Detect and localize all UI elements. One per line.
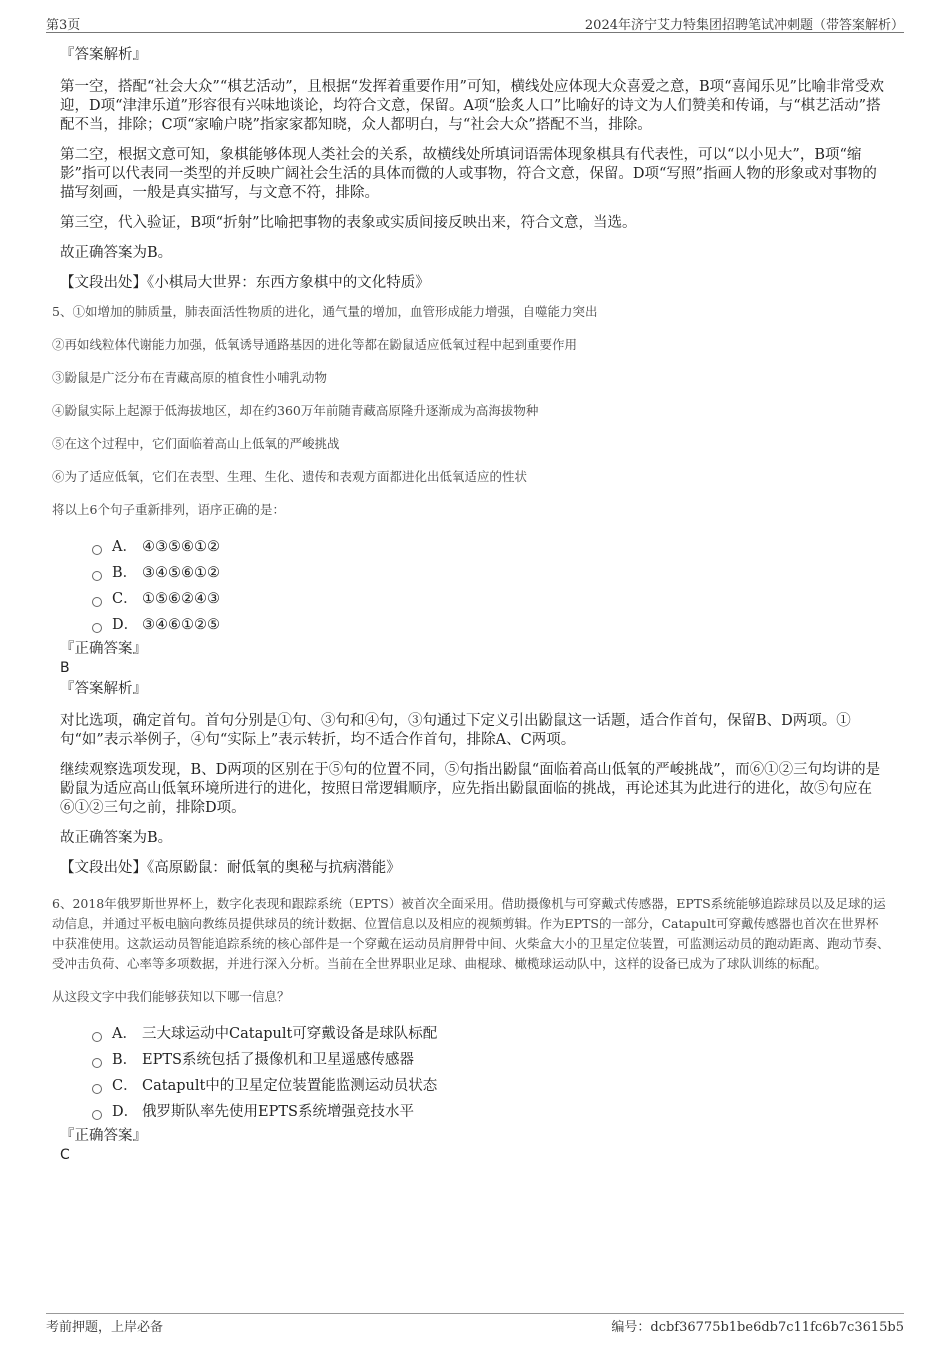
source-citation: 【文段出处】《高原鼢鼠：耐低氧的奥秘与抗病潜能》 <box>60 860 401 876</box>
option-list <box>92 538 890 634</box>
correct-answer-value: C <box>60 1147 70 1163</box>
question-sentence: ⑤在这个过程中，它们面临着高山上低氧的严峻挑战 <box>52 436 340 451</box>
analysis-conclusion: 故正确答案为B。 <box>60 245 173 261</box>
option-letter: A． <box>112 1026 137 1042</box>
radio-icon[interactable] <box>92 1032 102 1042</box>
option-d[interactable] <box>92 1103 890 1121</box>
q4-analysis <box>56 46 890 293</box>
option-letter: B． <box>112 565 138 581</box>
page-header <box>46 12 904 33</box>
footer-slogan: 考前押题，上岸必备 <box>46 1320 164 1335</box>
option-list <box>92 1025 890 1121</box>
analysis-paragraph: 第一空，搭配“社会大众”“棋艺活动”，且根据“发挥着重要作用”可知，横线处应体现大众喜爱之意，B项“喜闻乐见”比喻非常受欢迎，D项“津津乐道”形容很有兴味地谈论，均符合文意，保留。A项“脍炙人口”比喻好的诗文为人们赞美和传诵，与“棋艺活动”搭配不当，排除；C项“家喻户晓”指家家都知晓，众人都明白，与“社会大众”搭配不当，排除。 <box>60 79 884 133</box>
analysis-label: 『答案解析』 <box>60 47 147 63</box>
question-prompt: 将以上6个句子重新排列，语序正确的是： <box>52 502 285 517</box>
page-content <box>52 40 890 1167</box>
option-letter: A． <box>112 539 137 555</box>
option-b[interactable] <box>92 564 890 582</box>
analysis-conclusion: 故正确答案为B。 <box>60 830 173 846</box>
question-sentence: 5、①如增加的肺质量，肺表面活性物质的进化，通气量的增加，血管形成能力增强，自噬能力突出 <box>52 304 598 319</box>
radio-icon[interactable] <box>92 1084 102 1094</box>
question-sentence: ⑥为了适应低氧，它们在表型、生理、生化、遗传和表观方面都进化出低氧适应的性状 <box>52 469 528 484</box>
question-5 <box>52 303 890 634</box>
option-letter: D． <box>112 1104 139 1120</box>
correct-answer-label: 『正确答案』 <box>60 1128 147 1144</box>
option-a[interactable] <box>92 1025 890 1043</box>
option-c[interactable] <box>92 1077 890 1095</box>
question-passage: 6、2018年俄罗斯世界杯上，数字化表现和跟踪系统（EPTS）被首次全面采用。借助摄像机与可穿戴式传感器，EPTS系统能够追踪球员以及足球的运动信息，并通过平板电脑向教练员提供球员的统计数据、位置信息以及相应的视频剪辑。作为EPTS的一部分，Catapult可穿戴传感器也首次在世界杯中获准使用。这款运动员智能追踪系统的核心部件是一个穿戴在运动员肩胛骨中间、火柴盒大小的卫星定位装置，可监测运动员的跑动距离、跑动节奏、受冲击负荷、心率等多项数据，并进行深入分析。当前在全世界职业足球、曲棍球、橄榄球运动队中，这样的设备已成为了球队训练的标配。 <box>52 896 890 971</box>
page-number: 第3页 <box>46 18 81 33</box>
analysis-paragraph: 继续观察选项发现，B、D两项的区别在于⑤句的位置不同，⑤句指出鼢鼠“面临着高山低氧的严峻挑战”，而⑥①②三句均讲的是鼢鼠为适应高山低氧环境所进行的进化，按照日常逻辑顺序，应先指出鼢鼠面临的挑战，再论述其为此进行的进化，故⑤句应在⑥①②三句之前，排除D项。 <box>60 762 881 816</box>
question-sentence: ②再如线粒体代谢能力加强，低氧诱导通路基因的进化等都在鼢鼠适应低氧过程中起到重要作用 <box>52 337 578 352</box>
question-sentence: ③鼢鼠是广泛分布在青藏高原的植食性小哺乳动物 <box>52 370 328 385</box>
radio-icon[interactable] <box>92 571 102 581</box>
option-b[interactable] <box>92 1051 890 1069</box>
option-text: EPTS系统包括了摄像机和卫星遥感传感器 <box>142 1052 414 1068</box>
analysis-paragraph: 第三空，代入验证，B项“折射”比喻把事物的表象或实质间接反映出来，符合文意，当选。 <box>60 215 637 231</box>
option-a[interactable] <box>92 538 890 556</box>
analysis-label: 『答案解析』 <box>60 681 147 697</box>
source-citation: 【文段出处】《小棋局大世界：东西方象棋中的文化特质》 <box>60 275 430 291</box>
option-text: ③④⑤⑥①② <box>142 565 220 581</box>
radio-icon[interactable] <box>92 1058 102 1068</box>
option-text: 俄罗斯队率先使用EPTS系统增强竞技水平 <box>142 1104 414 1120</box>
option-letter: C． <box>112 1078 138 1094</box>
option-letter: B． <box>112 1052 138 1068</box>
radio-icon[interactable] <box>92 1110 102 1120</box>
option-text: Catapult中的卫星定位装置能监测运动员状态 <box>142 1078 438 1094</box>
option-c[interactable] <box>92 590 890 608</box>
option-text: ①⑤⑥②④③ <box>142 591 220 607</box>
option-d[interactable] <box>92 616 890 634</box>
radio-icon[interactable] <box>92 597 102 607</box>
analysis-paragraph: 对比选项，确定首句。首句分别是①句、③句和④句，③句通过下定义引出鼢鼠这一话题，适合作首句，保留B、D两项。①句“如”表示举例子，④句“实际上”表示转折，均不适合作首句，排除A、C两项。 <box>60 713 851 748</box>
option-letter: D． <box>112 617 139 633</box>
question-6 <box>52 894 890 1121</box>
correct-answer-label: 『正确答案』 <box>60 641 147 657</box>
analysis-paragraph: 第二空，根据文意可知，象棋能够体现人类社会的关系，故横线处所填词语需体现象棋具有代表性，可以“以小见大”，B项“缩影”指可以代表同一类型的并反映广阔社会生活的具体而微的人或事物，符合文意，保留。D项“写照”指画人物的形象或对事物的描写刻画，一般是真实描写，与文意不符，排除。 <box>60 147 877 201</box>
option-text: 三大球运动中Catapult可穿戴设备是球队标配 <box>142 1026 438 1042</box>
question-prompt: 从这段文字中我们能够获知以下哪一信息？ <box>52 989 290 1004</box>
option-text: ③④⑥①②⑤ <box>142 617 220 633</box>
page-footer <box>46 1313 904 1334</box>
radio-icon[interactable] <box>92 545 102 555</box>
radio-icon[interactable] <box>92 623 102 633</box>
correct-answer-value: B <box>60 660 70 676</box>
document-code: 编号：dcbf36775b1be6db7c11fc6b7c3615b5 <box>611 1320 904 1335</box>
option-text: ④③⑤⑥①② <box>142 539 220 555</box>
question-sentence: ④鼢鼠实际上起源于低海拔地区，却在约360万年前随青藏高原隆升逐渐成为高海拔物种 <box>52 403 539 418</box>
document-title: 2024年济宁艾力特集团招聘笔试冲刺题（带答案解析） <box>584 18 904 33</box>
option-letter: C． <box>112 591 138 607</box>
